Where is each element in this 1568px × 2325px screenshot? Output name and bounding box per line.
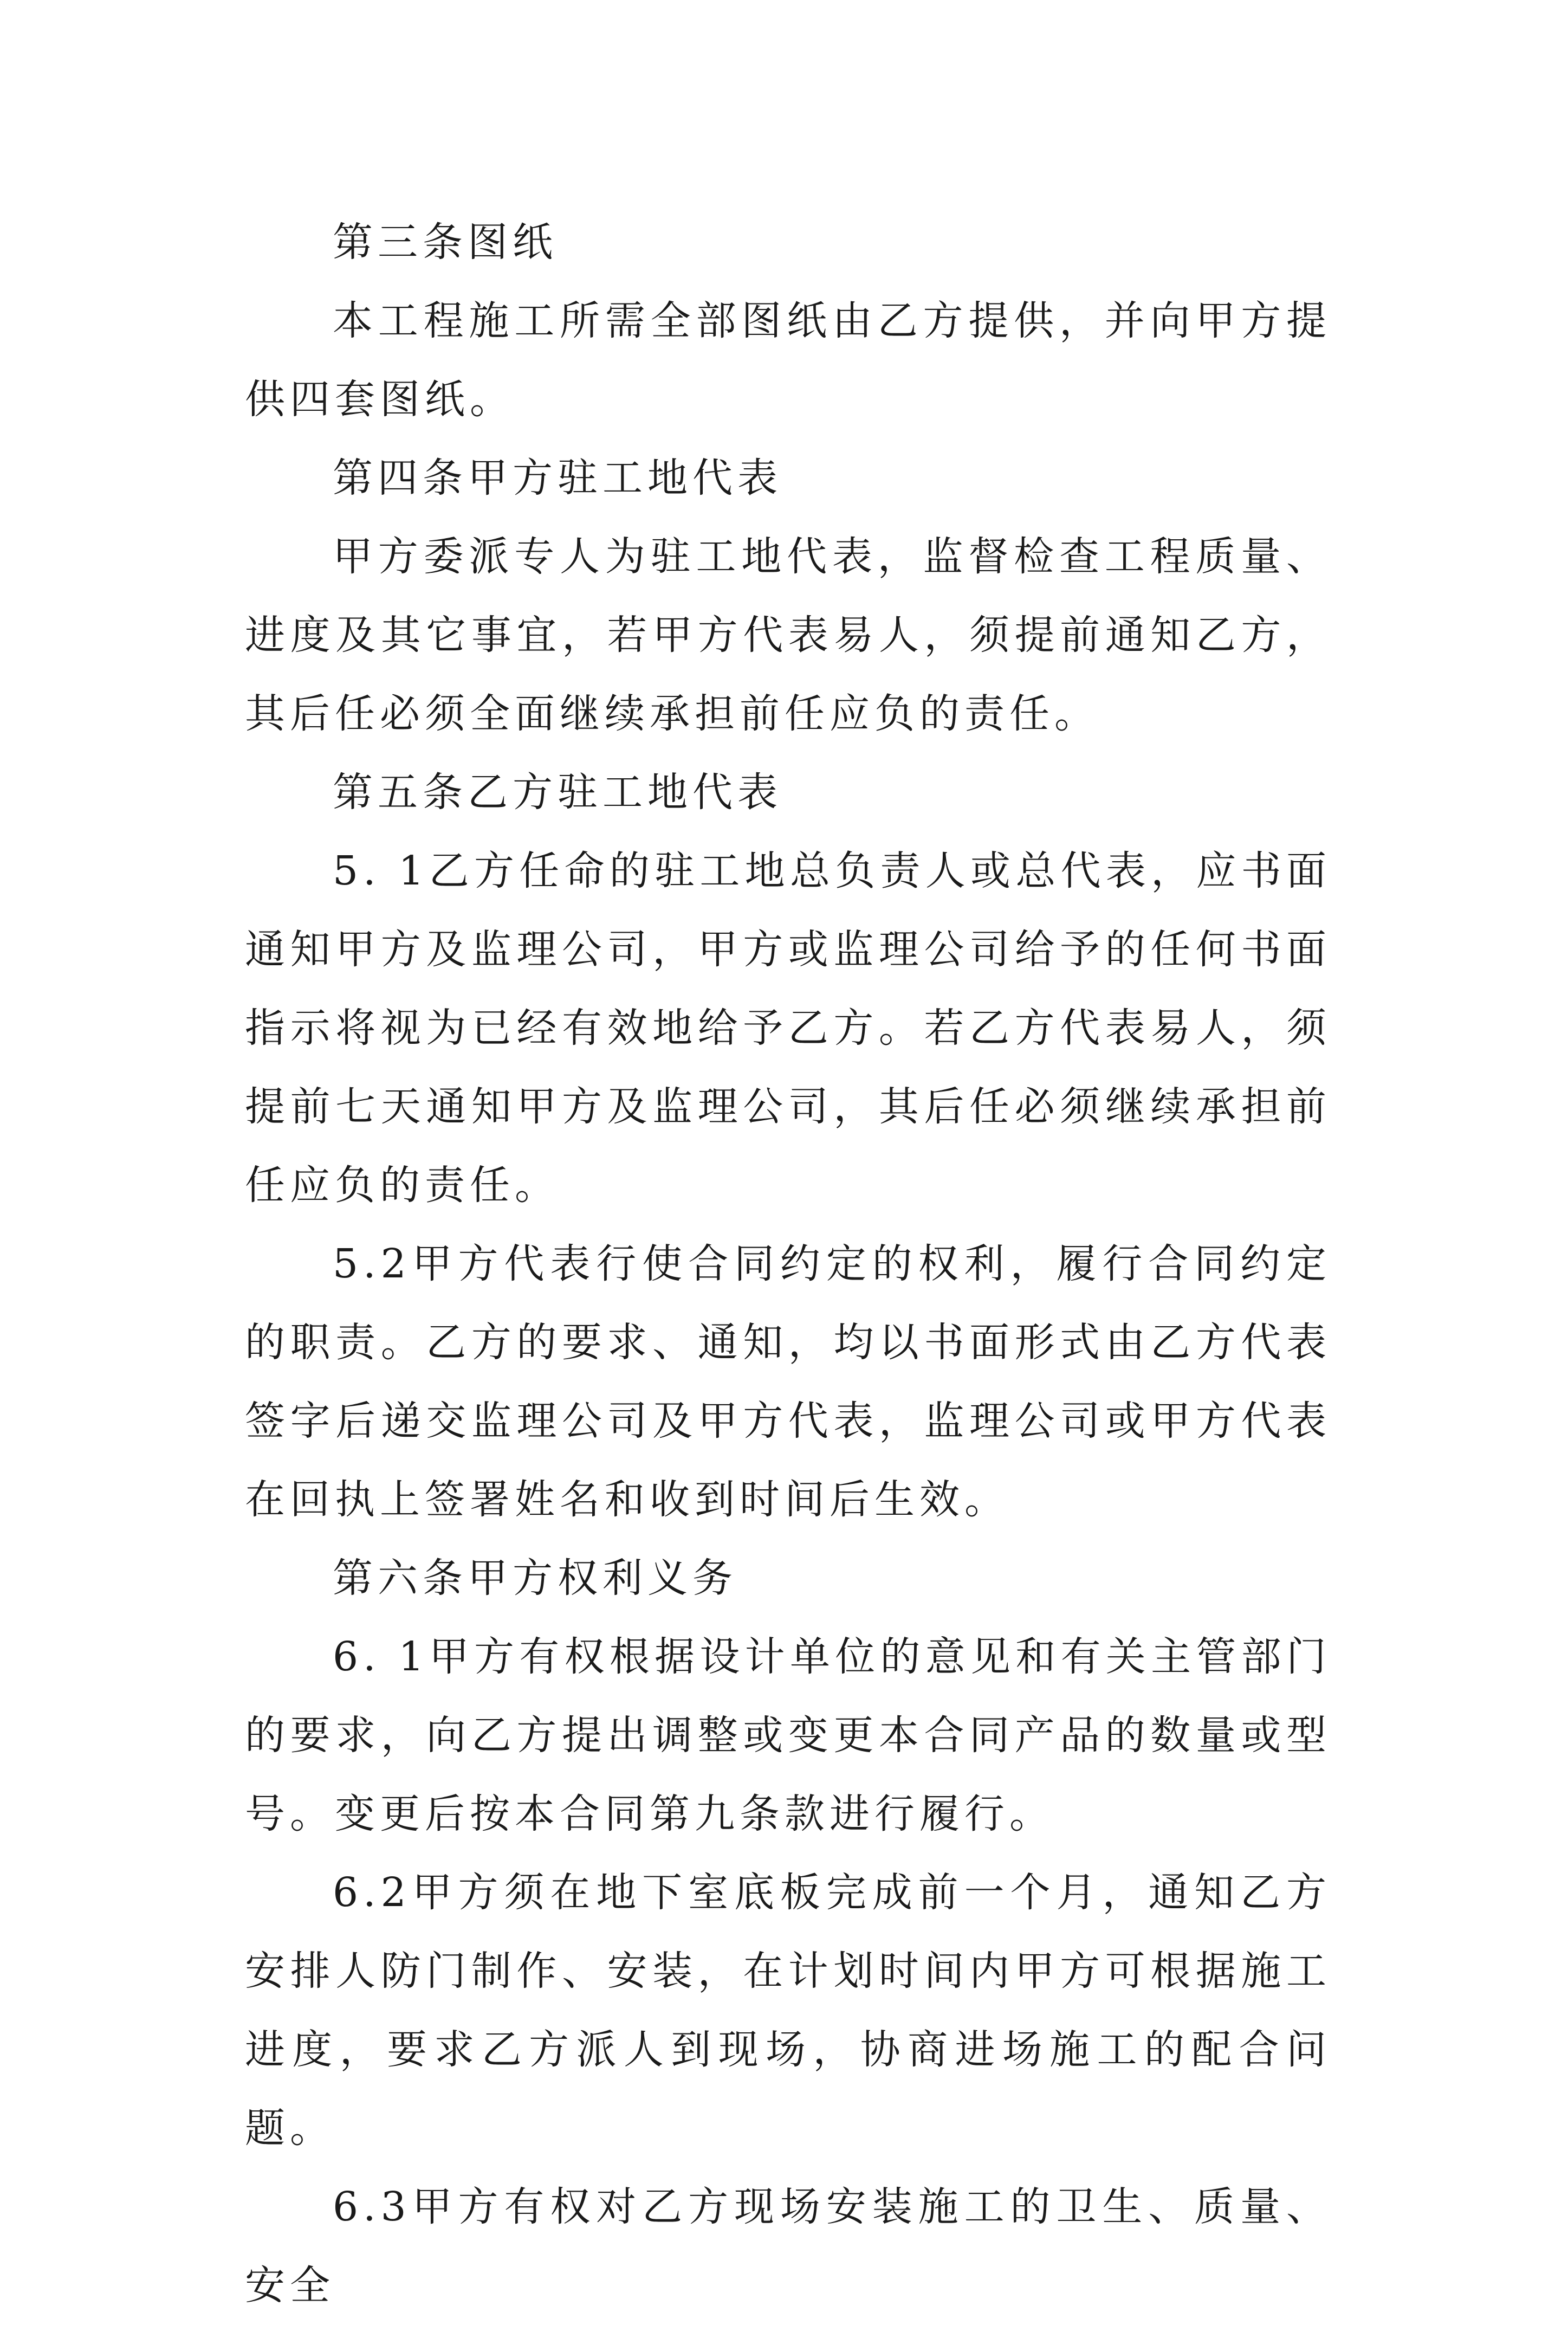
clause-6-2: 6.2甲方须在地下室底板完成前一个月，通知乙方安排人防门制作、安装，在计划时间内甲方可根据施工进度，要求乙方派人到现场，协商进场施工的配合问题。 <box>245 1869 1331 2152</box>
clause-5-1: 5. 1乙方任命的驻工地总负责人或总代表，应书面通知甲方及监理公司，甲方或监理公司给予的任何书面指示将视为已经有效地给予乙方。若乙方代表易人，须提前七天通知甲方及监理公司，其后任必须继续承担前任应负的责任。 <box>245 848 1331 1209</box>
article-5-heading: 第五条乙方驻工地代表 <box>333 769 782 816</box>
clause-6-3: 6.3甲方有权对乙方现场安装施工的卫生、质量、安全 <box>245 2184 1331 2309</box>
article-4-heading: 第四条甲方驻工地代表 <box>333 455 782 501</box>
article-3-paragraph: 本工程施工所需全部图纸由乙方提供，并向甲方提供四套图纸。 <box>245 298 1331 423</box>
clause-5-2: 5.2甲方代表行使合同约定的权利，履行合同约定的职责。乙方的要求、通知，均以书面形式由乙方代表签字后递交监理公司及甲方代表，监理公司或甲方代表在回执上签署姓名和收到时间后生效。 <box>245 1241 1331 1523</box>
article-3-heading: 第三条图纸 <box>333 219 558 266</box>
clause-6-1: 6. 1甲方有权根据设计单位的意见和有关主管部门的要求，向乙方提出调整或变更本合同产品的数量或型号。变更后按本合同第九条款进行履行。 <box>245 1633 1331 1837</box>
article-4-paragraph: 甲方委派专人为驻工地代表，监督检查工程质量、进度及其它事宜，若甲方代表易人，须提前通知乙方，其后任必须全面继续承担前任应负的责任。 <box>245 533 1331 737</box>
contract-body <box>245 203 1331 2325</box>
article-6-heading: 第六条甲方权利义务 <box>333 1555 737 1601</box>
